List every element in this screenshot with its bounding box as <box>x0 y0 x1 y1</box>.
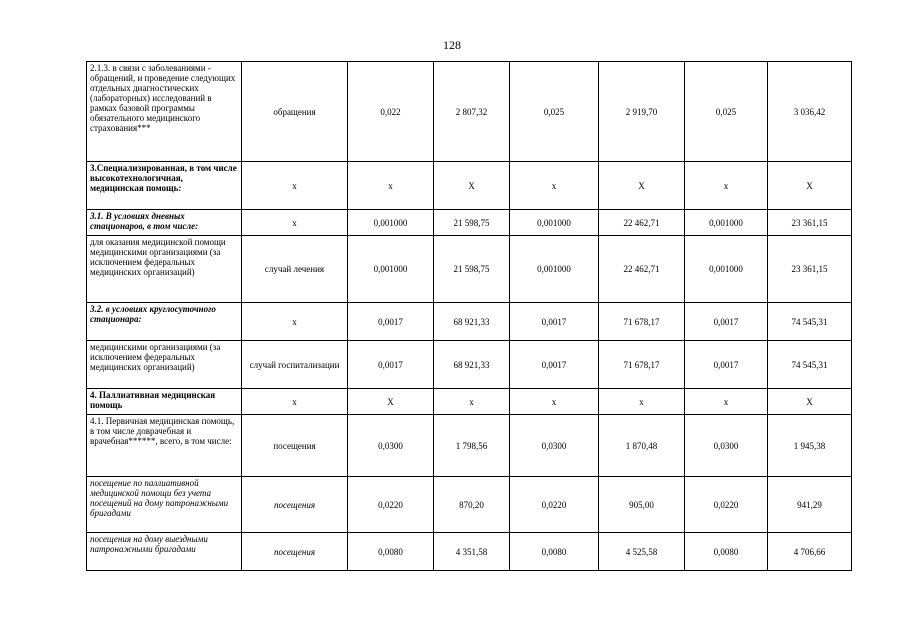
value-cell: 4 525,58 <box>599 533 685 571</box>
table-row <box>87 210 852 236</box>
value-cell: 4 351,58 <box>434 533 510 571</box>
value-cell: 1 870,48 <box>599 415 685 477</box>
value-cell: Х <box>348 389 434 415</box>
unit-cell: х <box>242 210 348 236</box>
value-cell: 1 798,56 <box>434 415 510 477</box>
table-row <box>87 236 852 303</box>
value-cell: 2 919,70 <box>599 62 685 162</box>
service-name-cell: посещение по паллиативной медицинской помощи без учета посещений на дому патронажными бригадами <box>87 477 242 533</box>
service-name-cell: 4.1. Первичная медицинская помощь, в том числе доврачебная и врачебная******, всего, в том числе: <box>87 415 242 477</box>
value-cell: Х <box>768 162 852 210</box>
value-cell: 0,0220 <box>685 477 768 533</box>
value-cell: 0,0080 <box>348 533 434 571</box>
value-cell: 941,29 <box>768 477 852 533</box>
value-cell: х <box>348 162 434 210</box>
service-name-cell: медицинскими организациями (за исключением федеральных медицинских организаций) <box>87 341 242 389</box>
care-norms-table <box>86 61 852 571</box>
value-cell: 0,0220 <box>510 477 599 533</box>
value-cell: х <box>685 389 768 415</box>
unit-cell: х <box>242 389 348 415</box>
table-row <box>87 341 852 389</box>
value-cell: 0,001000 <box>685 236 768 303</box>
unit-cell: посещения <box>242 477 348 533</box>
value-cell: 0,0080 <box>510 533 599 571</box>
value-cell: х <box>434 389 510 415</box>
value-cell: 0,001000 <box>510 210 599 236</box>
value-cell: 71 678,17 <box>599 341 685 389</box>
unit-cell: х <box>242 303 348 341</box>
value-cell: 68 921,33 <box>434 303 510 341</box>
value-cell: 2 807,32 <box>434 62 510 162</box>
value-cell: 0,0017 <box>685 303 768 341</box>
value-cell: 905,00 <box>599 477 685 533</box>
value-cell: 22 462,71 <box>599 236 685 303</box>
table-row <box>87 162 852 210</box>
service-name-cell: 2.1.3. в связи с заболеваниями - обращений, и проведение следующих отдельных диагностических (лабораторных) исследований в рамках базовой программы обязательного медицинского страхования*** <box>87 62 242 162</box>
table-row <box>87 477 852 533</box>
value-cell: 23 361,15 <box>768 236 852 303</box>
value-cell: 0,0017 <box>510 303 599 341</box>
value-cell: 74 545,31 <box>768 341 852 389</box>
value-cell: 0,0300 <box>348 415 434 477</box>
unit-cell: случай лечения <box>242 236 348 303</box>
value-cell: 0,0017 <box>348 341 434 389</box>
value-cell: 68 921,33 <box>434 341 510 389</box>
value-cell: х <box>685 162 768 210</box>
service-name-cell: посещения на дому выездными патронажными бригадами <box>87 533 242 571</box>
unit-cell: х <box>242 162 348 210</box>
value-cell: 23 361,15 <box>768 210 852 236</box>
table-row <box>87 62 852 162</box>
value-cell: 0,001000 <box>348 210 434 236</box>
value-cell: 21 598,75 <box>434 236 510 303</box>
value-cell: Х <box>768 389 852 415</box>
value-cell: 0,0017 <box>685 341 768 389</box>
page-number: 128 <box>443 38 461 52</box>
value-cell: 0,001000 <box>510 236 599 303</box>
value-cell: 0,025 <box>685 62 768 162</box>
value-cell: 0,0300 <box>685 415 768 477</box>
value-cell: 1 945,38 <box>768 415 852 477</box>
value-cell: 0,025 <box>510 62 599 162</box>
service-name-cell: для оказания медицинской помощи медицинскими организациями (за исключением федеральных медицинских организаций) <box>87 236 242 303</box>
value-cell: 0,0080 <box>685 533 768 571</box>
value-cell: 0,0017 <box>348 303 434 341</box>
service-name-cell: 4. Паллиативная медицинская помощь <box>87 389 242 415</box>
service-name-cell: 3.Специализированная, в том числе высокотехнологичная, медицинская помощь: <box>87 162 242 210</box>
value-cell: 22 462,71 <box>599 210 685 236</box>
unit-cell: посещения <box>242 415 348 477</box>
value-cell: 0,001000 <box>348 236 434 303</box>
value-cell: 74 545,31 <box>768 303 852 341</box>
value-cell: 71 678,17 <box>599 303 685 341</box>
value-cell: 0,0300 <box>510 415 599 477</box>
value-cell: х <box>510 389 599 415</box>
table-row <box>87 389 852 415</box>
value-cell: 0,0017 <box>510 341 599 389</box>
value-cell: 4 706,66 <box>768 533 852 571</box>
value-cell: 870,20 <box>434 477 510 533</box>
service-name-cell: 3.1. В условиях дневных стационаров, в том числе: <box>87 210 242 236</box>
value-cell: Х <box>434 162 510 210</box>
value-cell: 21 598,75 <box>434 210 510 236</box>
unit-cell: посещения <box>242 533 348 571</box>
table-row <box>87 533 852 571</box>
unit-cell: случай госпитализации <box>242 341 348 389</box>
value-cell: 0,022 <box>348 62 434 162</box>
table-row <box>87 415 852 477</box>
value-cell: 3 036,42 <box>768 62 852 162</box>
value-cell: х <box>510 162 599 210</box>
unit-cell: обращения <box>242 62 348 162</box>
value-cell: 0,0220 <box>348 477 434 533</box>
value-cell: 0,001000 <box>685 210 768 236</box>
table-row <box>87 303 852 341</box>
service-name-cell: 3.2. в условиях круглосуточного стационара: <box>87 303 242 341</box>
value-cell: х <box>599 389 685 415</box>
value-cell: Х <box>599 162 685 210</box>
